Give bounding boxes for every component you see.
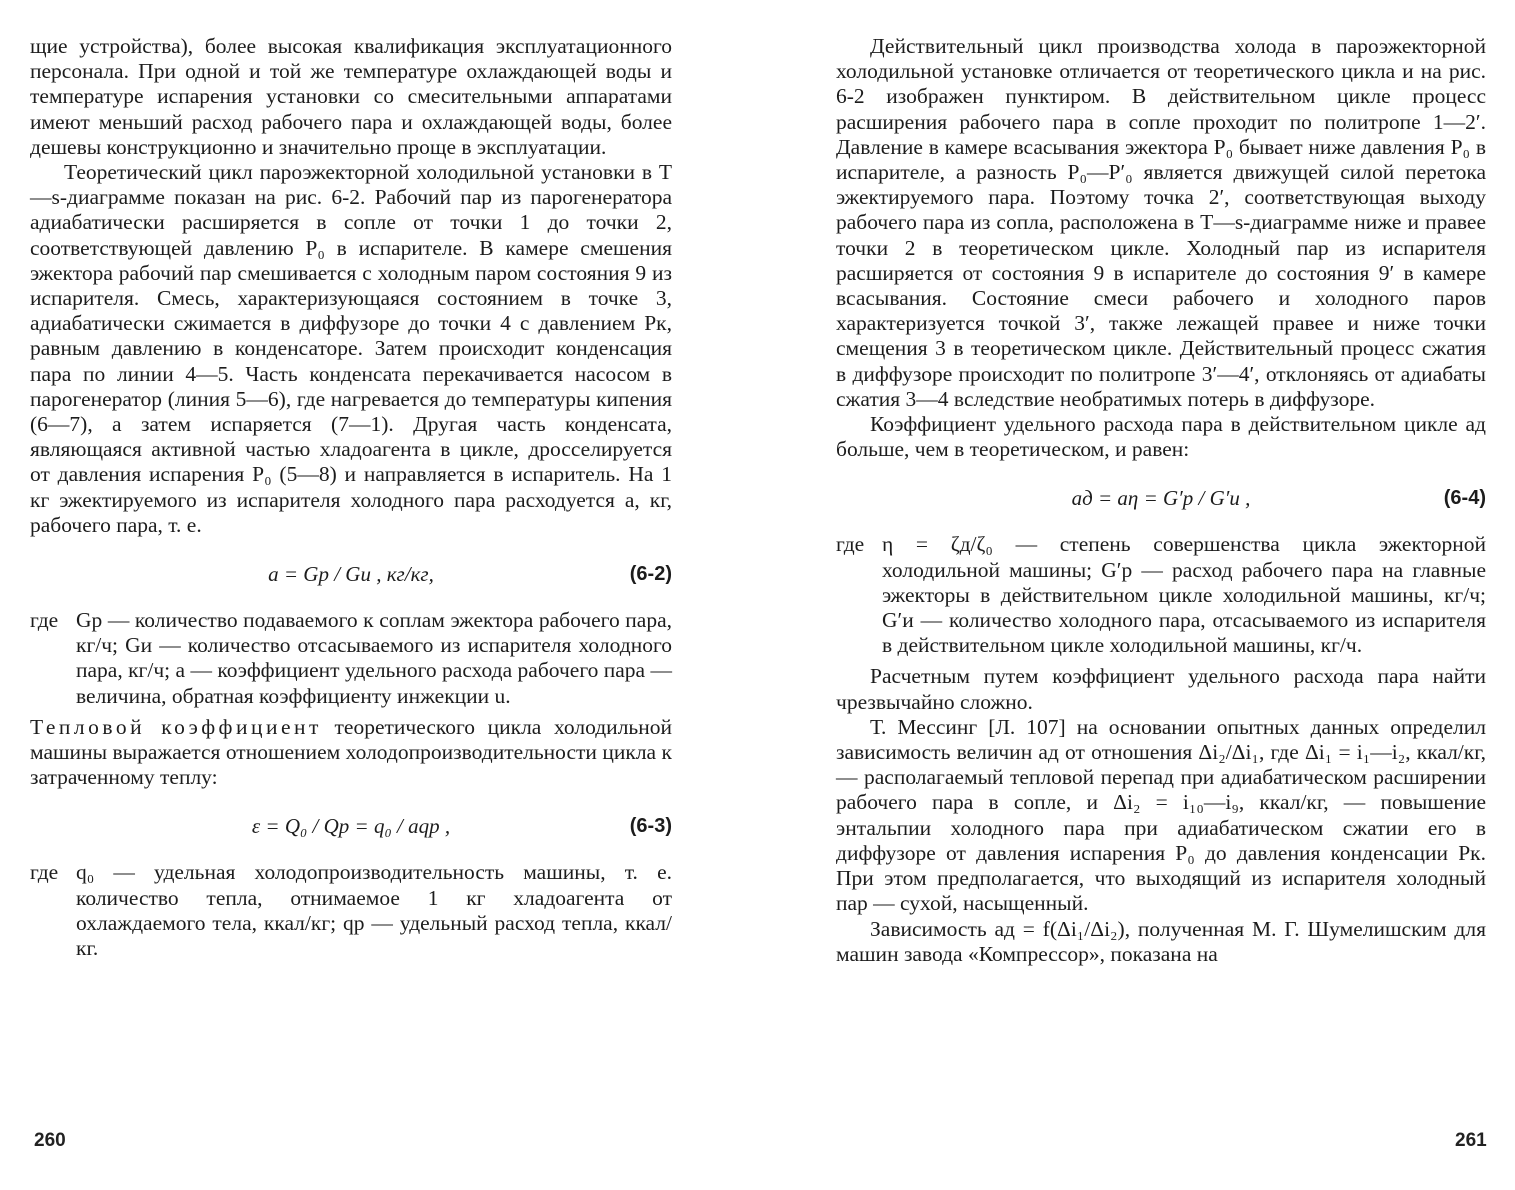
definition-text: Gр — количество подаваемого к соплам эжектора рабочего пара, кг/ч; Gи — количество отсасываемого из испарителя холодного пара, кг/ч; a — коэффициент удельного расхода рабочего пара — величина, обратная коэффициенту инжекции u. — [76, 608, 672, 708]
paragraph: Коэффициент удельного расхода пара в действительном цикле aд больше, чем в теоретическом, и равен: — [836, 412, 1486, 462]
equation-expression: ε = Q₀ / Qр = q₀ / aqр , — [251, 814, 451, 839]
definition-block — [30, 608, 672, 709]
definition-block — [836, 532, 1486, 658]
page-number: 261 — [1455, 1130, 1487, 1151]
equation — [30, 548, 672, 600]
equation-number: (6-3) — [629, 815, 672, 838]
definition-lead: где — [30, 608, 59, 633]
definition-lead: где — [836, 532, 865, 557]
definition-text: q₀ — удельная холодопроизводительность машины, т. е. количество тепла, отнимаемое 1 кг хладоагента от охлаждаемого тела, ккал/кг; qр — удельный расход тепла, ккал/кг. — [76, 860, 672, 961]
left-page — [30, 34, 672, 967]
paragraph: Зависимость aд = f(Δi₁/Δi₂), полученная М. Г. Шумелишским для машин завода «Компрессор», показана на — [836, 916, 1486, 966]
paragraph: Теоретический цикл пароэжекторной холодильной установки в T—s-диаграмме показан на рис. 6-2. Рабочий пар из парогенератора адиабатически расширяется в сопле от точки 1 до точки 2, соответствующей давлению P₀ в испарителе. В камере смешения эжектора рабочий пар смешивается с холодным паром состояния 9 из испарителя. Смесь, характеризующаяся состоянием в точке 3, адиабатически сжимается в диффузоре до точки 4 с давлением Pк, равным давлению в конденсаторе. Затем происходит конденсация пара по линии 4—5. Часть конденсата перекачивается насосом в парогенератор (линия 5—6), где нагревается до температуры кипения (6—7), а затем испаряется (7—1). Другая часть конденсата, являющаяся активной частью хладоагента в цикле, дросселируется от давления испарения P₀ (5—8) и направляется в испаритель. На 1 кг эжектируемого из испарителя холодного пара расходуется a, кг, рабочего пара, т. е. — [30, 160, 672, 537]
equation — [30, 800, 672, 852]
right-page — [836, 34, 1486, 967]
equation-number: (6-2) — [629, 563, 672, 586]
paragraph: Т. Мессинг [Л. 107] на основании опытных данных определил зависимость величин aд от отношения Δi₂/Δi₁, где Δi₁ = i₁—i₂, ккал/кг, — располагаемый тепловой перепад при адиабатическом расширении рабочего пара в сопле, и Δi₂ = i₁₀—i₉, ккал/кг, — повышение энтальпии холодного пара при адиабатическом сжатии его в диффузоре от давления испарения P₀ до давления конденсации Pк. При этом предполагается, что выходящий из испарителя холодный пар — сухой, насыщенный. — [836, 714, 1486, 916]
spaced-term: Тепловой коэффициент — [30, 714, 322, 739]
equation-expression: a = Gр / Gи , кг/кг, — [268, 562, 434, 587]
definition-block — [30, 860, 672, 961]
equation-number: (6-4) — [1443, 487, 1486, 510]
paragraph: Действительный цикл производства холода в пароэжекторной холодильной установке отличается от теоретического цикла и на рис. 6-2 изображен пунктиром. В действительном цикле процесс расширения рабочего пара в сопле проходит по политропе 1—2′. Давление в камере всасывания эжектора P₀ бывает ниже давления P₀ в испарителе, а разность P₀—P′₀ является движущей силой перетока эжектируемого пара. Поэтому точка 2′, соответствующая выходу рабочего пара из сопла, расположена в T—s-диаграмме ниже и правее точки 2 в теоретическом цикле. Холодный пар из испарителя расширяется от состояния 9 в испарителе до состояния 9′ в камере всасывания. Состояние смеси рабочего и холодного паров характеризуется точкой 3′, также лежащей правее и ниже точки смещения 3 в теоретическом цикле. Действительный процесс сжатия в диффузоре происходит по политропе 3′—4′, отклоняясь от адиабаты сжатия 3—4 вследствие необратимых потерь в диффузоре. — [836, 34, 1486, 411]
paragraph — [30, 715, 672, 791]
paragraph: щие устройства), более высокая квалификация эксплуатационного персонала. При одной и той же температуре охлаждающей воды и температуре испарения установки со смесительными аппаратами имеют меньший расход рабочего пара и охлаждающей воды, более дешевы конструкционно и значительно проще в эксплуатации. — [30, 34, 672, 159]
definition-text: η = ζд/ζ₀ — степень совершенства цикла эжекторной холодильной машины; G′р — расход рабочего пара на главные эжекторы в действительном цикле холодильной машины, кг/ч; G′и — количество холодного пара, отсасываемого из испарителя в действительном цикле холодильной машины, кг/ч. — [882, 532, 1486, 658]
definition-lead: где — [30, 860, 59, 885]
page-number: 260 — [34, 1130, 66, 1151]
equation — [836, 472, 1486, 524]
equation-expression: aд = aη = G′р / G′и , — [1071, 486, 1251, 511]
paragraph-text: теоретического цикла холодильной машины выражается отношением холодопроизводительности цикла к затраченному теплу: — [30, 714, 672, 790]
paragraph: Расчетным путем коэффициент удельного расхода пара найти чрезвычайно сложно. — [836, 664, 1486, 714]
